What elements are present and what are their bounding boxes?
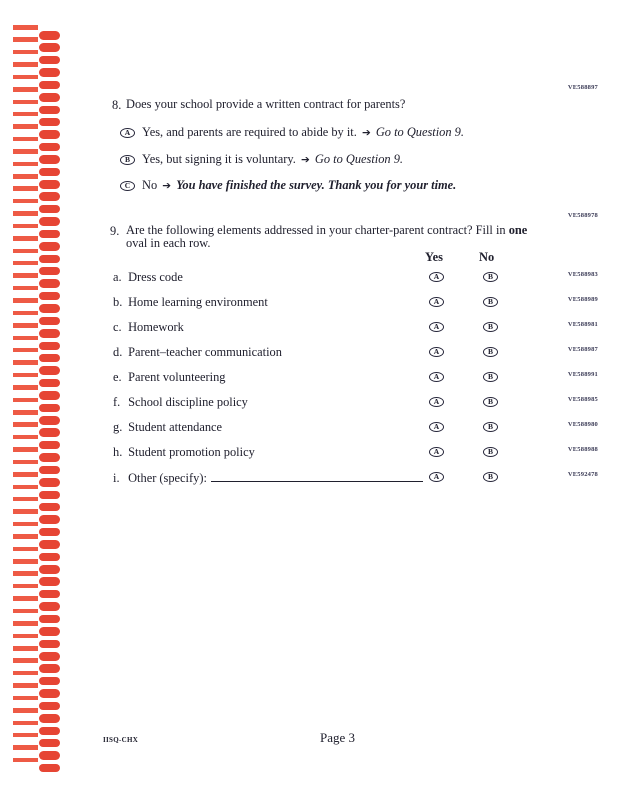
row-label bbox=[113, 345, 282, 360]
timing-bar bbox=[13, 758, 38, 763]
timing-pill bbox=[39, 528, 60, 537]
timing-pill bbox=[39, 640, 60, 649]
timing-bar bbox=[13, 137, 38, 142]
arrow-icon: ➔ bbox=[162, 180, 172, 192]
row-letter: c. bbox=[113, 320, 122, 334]
form-code-row: VE588983 bbox=[567, 271, 598, 278]
timing-bar bbox=[13, 683, 38, 688]
answer-oval[interactable]: C bbox=[120, 181, 135, 191]
timing-pill bbox=[39, 540, 60, 549]
timing-pill bbox=[39, 118, 60, 127]
timing-bar bbox=[13, 522, 38, 527]
timing-pill bbox=[39, 577, 60, 586]
timing-pill bbox=[39, 602, 60, 611]
row-label-text: Other (specify): bbox=[128, 471, 207, 485]
timing-pill bbox=[39, 739, 60, 748]
timing-pill bbox=[39, 491, 60, 500]
table-row bbox=[0, 395, 622, 411]
timing-pill bbox=[39, 130, 60, 139]
no-oval[interactable]: B bbox=[483, 472, 498, 482]
timing-bar bbox=[13, 62, 38, 67]
timing-pill bbox=[39, 615, 60, 624]
yes-oval[interactable]: A bbox=[429, 347, 444, 357]
yes-oval[interactable]: A bbox=[429, 472, 444, 482]
yes-oval[interactable]: A bbox=[429, 322, 444, 332]
table-row bbox=[0, 470, 622, 486]
timing-pill bbox=[39, 590, 60, 599]
timing-pill bbox=[39, 255, 60, 264]
yes-oval[interactable]: A bbox=[429, 272, 444, 282]
row-label bbox=[113, 370, 226, 385]
answer-oval[interactable]: A bbox=[120, 128, 135, 138]
timing-pill bbox=[39, 230, 60, 239]
timing-pill bbox=[39, 503, 60, 512]
timing-bar bbox=[13, 671, 38, 676]
option-skip-instruction: Go to Question 9. bbox=[314, 152, 404, 166]
timing-bar bbox=[13, 509, 38, 514]
table-row bbox=[0, 270, 622, 286]
table-row bbox=[0, 295, 622, 311]
timing-bar bbox=[13, 236, 38, 241]
question9-number: 9. bbox=[110, 224, 120, 238]
row-letter: g. bbox=[113, 420, 123, 434]
option-skip-instruction: You have finished the survey. Thank you for your time. bbox=[176, 178, 457, 192]
timing-pill bbox=[39, 192, 60, 201]
timing-bar bbox=[13, 100, 38, 105]
page-number: Page 3 bbox=[320, 730, 356, 745]
row-label-text: Dress code bbox=[128, 270, 183, 284]
column-header-no: No bbox=[479, 250, 495, 264]
row-letter: f. bbox=[113, 395, 121, 409]
timing-bar bbox=[13, 733, 38, 738]
question8-option bbox=[120, 125, 464, 140]
no-oval[interactable]: B bbox=[483, 372, 498, 382]
table-row bbox=[0, 345, 622, 361]
timing-pill bbox=[39, 714, 60, 723]
row-label-text: Student promotion policy bbox=[128, 445, 255, 459]
timing-pill bbox=[39, 143, 60, 152]
form-code-row: VE592478 bbox=[567, 471, 598, 478]
timing-bar bbox=[13, 497, 38, 502]
timing-bar bbox=[13, 186, 38, 191]
row-label-text: Homework bbox=[128, 320, 184, 334]
timing-pill bbox=[39, 106, 60, 115]
timing-pill bbox=[39, 652, 60, 661]
timing-bar bbox=[13, 634, 38, 639]
question8-option bbox=[120, 178, 456, 193]
timing-pill bbox=[39, 689, 60, 698]
row-label-text: School discipline policy bbox=[128, 395, 248, 409]
timing-pill bbox=[39, 180, 60, 189]
form-code-row: VE588989 bbox=[567, 296, 598, 303]
column-header-yes: Yes bbox=[425, 250, 443, 264]
timing-pill bbox=[39, 565, 60, 574]
timing-bar bbox=[13, 534, 38, 539]
row-label-text: Home learning environment bbox=[128, 295, 268, 309]
timing-pill bbox=[39, 43, 60, 52]
timing-bar bbox=[13, 261, 38, 266]
timing-bar bbox=[13, 609, 38, 614]
row-label-text: Student attendance bbox=[128, 420, 223, 434]
row-letter: a. bbox=[113, 270, 122, 284]
question9-text-bold: one bbox=[508, 223, 528, 237]
timing-bar bbox=[13, 696, 38, 701]
timing-bar bbox=[13, 211, 38, 216]
option-label: Yes, and parents are required to abide by it. bbox=[142, 125, 357, 139]
timing-bar bbox=[13, 658, 38, 663]
yes-oval[interactable]: A bbox=[429, 297, 444, 307]
timing-bar bbox=[13, 311, 38, 316]
arrow-icon: ➔ bbox=[300, 154, 310, 166]
timing-pill bbox=[39, 217, 60, 226]
timing-bar bbox=[13, 87, 38, 92]
timing-pill bbox=[39, 677, 60, 686]
timing-bar bbox=[13, 621, 38, 626]
form-code-row: VE588987 bbox=[567, 346, 598, 353]
timing-pill bbox=[39, 168, 60, 177]
timing-pill bbox=[39, 751, 60, 760]
timing-bar bbox=[13, 336, 38, 341]
timing-bar bbox=[13, 708, 38, 713]
table-row bbox=[0, 420, 622, 436]
timing-pill bbox=[39, 702, 60, 711]
form-code-row: VE588988 bbox=[567, 446, 598, 453]
no-oval[interactable]: B bbox=[483, 297, 498, 307]
form-code-row: VE588991 bbox=[567, 371, 598, 378]
timing-bar bbox=[13, 745, 38, 750]
option-text bbox=[142, 152, 403, 167]
question9-text-pre: Are the following elements addressed in your charter-parent contract? Fill in bbox=[126, 223, 509, 237]
row-label bbox=[113, 270, 183, 285]
yes-oval[interactable]: A bbox=[429, 422, 444, 432]
timing-pill bbox=[39, 81, 60, 90]
timing-pill bbox=[39, 764, 60, 773]
yes-oval[interactable]: A bbox=[429, 397, 444, 407]
timing-pill bbox=[39, 627, 60, 636]
timing-bar bbox=[13, 360, 38, 365]
row-label bbox=[113, 470, 423, 486]
timing-bar bbox=[13, 249, 38, 254]
timing-bar bbox=[13, 646, 38, 651]
no-oval[interactable]: B bbox=[483, 397, 498, 407]
timing-bar bbox=[13, 124, 38, 129]
row-label bbox=[113, 320, 184, 335]
timing-bar bbox=[13, 199, 38, 204]
option-skip-instruction: Go to Question 9. bbox=[375, 125, 464, 139]
option-text bbox=[142, 125, 464, 140]
question8-text: Does your school provide a written contract for parents? bbox=[126, 97, 406, 111]
timing-bar bbox=[13, 50, 38, 55]
timing-bar bbox=[13, 286, 38, 291]
timing-bar bbox=[13, 162, 38, 167]
question9-text bbox=[126, 224, 566, 250]
timing-bar bbox=[13, 721, 38, 726]
timing-pill bbox=[39, 155, 60, 164]
timing-bar bbox=[13, 547, 38, 552]
timing-pill bbox=[39, 664, 60, 673]
question8-number: 8. bbox=[112, 98, 122, 112]
row-letter: h. bbox=[113, 445, 123, 459]
row-label bbox=[113, 420, 222, 435]
row-letter: i. bbox=[113, 471, 120, 485]
yes-oval[interactable]: A bbox=[429, 372, 444, 382]
timing-bar bbox=[13, 559, 38, 564]
row-label-text: Parent volunteering bbox=[128, 370, 226, 384]
timing-bar bbox=[13, 596, 38, 601]
form-id: IISQ-CHX bbox=[103, 736, 139, 744]
no-oval[interactable]: B bbox=[483, 272, 498, 282]
specify-blank-field[interactable] bbox=[211, 470, 423, 482]
no-oval[interactable]: B bbox=[483, 422, 498, 432]
timing-bar bbox=[13, 571, 38, 576]
arrow-icon: ➔ bbox=[361, 127, 371, 139]
timing-pill bbox=[39, 205, 60, 214]
form-code-q8: VE588897 bbox=[567, 84, 598, 91]
timing-bar bbox=[13, 149, 38, 154]
row-label bbox=[113, 445, 255, 460]
row-letter: d. bbox=[113, 345, 123, 359]
question8-option bbox=[120, 152, 403, 167]
table-row bbox=[0, 370, 622, 386]
timing-pill bbox=[39, 31, 60, 40]
option-text bbox=[142, 178, 456, 193]
yes-oval[interactable]: A bbox=[429, 447, 444, 457]
timing-bar bbox=[13, 37, 38, 42]
no-oval[interactable]: B bbox=[483, 347, 498, 357]
no-oval[interactable]: B bbox=[483, 322, 498, 332]
timing-pill bbox=[39, 68, 60, 77]
form-code-q9: VE588978 bbox=[567, 212, 598, 219]
timing-pill bbox=[39, 56, 60, 65]
timing-bar bbox=[13, 174, 38, 179]
row-label bbox=[113, 295, 268, 310]
answer-oval[interactable]: B bbox=[120, 155, 135, 165]
form-code-row: VE588980 bbox=[567, 421, 598, 428]
timing-bar bbox=[13, 584, 38, 589]
row-label bbox=[113, 395, 248, 410]
timing-pill bbox=[39, 242, 60, 251]
timing-pill bbox=[39, 93, 60, 102]
table-row bbox=[0, 320, 622, 336]
timing-bar bbox=[13, 224, 38, 229]
timing-bar bbox=[13, 112, 38, 117]
form-code-row: VE588985 bbox=[567, 396, 598, 403]
timing-bar bbox=[13, 75, 38, 80]
timing-pill bbox=[39, 515, 60, 524]
timing-pill bbox=[39, 553, 60, 562]
form-code-row: VE588981 bbox=[567, 321, 598, 328]
row-letter: e. bbox=[113, 370, 122, 384]
option-label: No bbox=[142, 178, 158, 192]
row-label-text: Parent–teacher communication bbox=[128, 345, 282, 359]
timing-pill bbox=[39, 727, 60, 736]
question9-text-line2: oval in each row. bbox=[126, 236, 211, 250]
no-oval[interactable]: B bbox=[483, 447, 498, 457]
table-row bbox=[0, 445, 622, 461]
timing-bar bbox=[13, 25, 38, 30]
option-label: Yes, but signing it is voluntary. bbox=[142, 152, 296, 166]
row-letter: b. bbox=[113, 295, 123, 309]
